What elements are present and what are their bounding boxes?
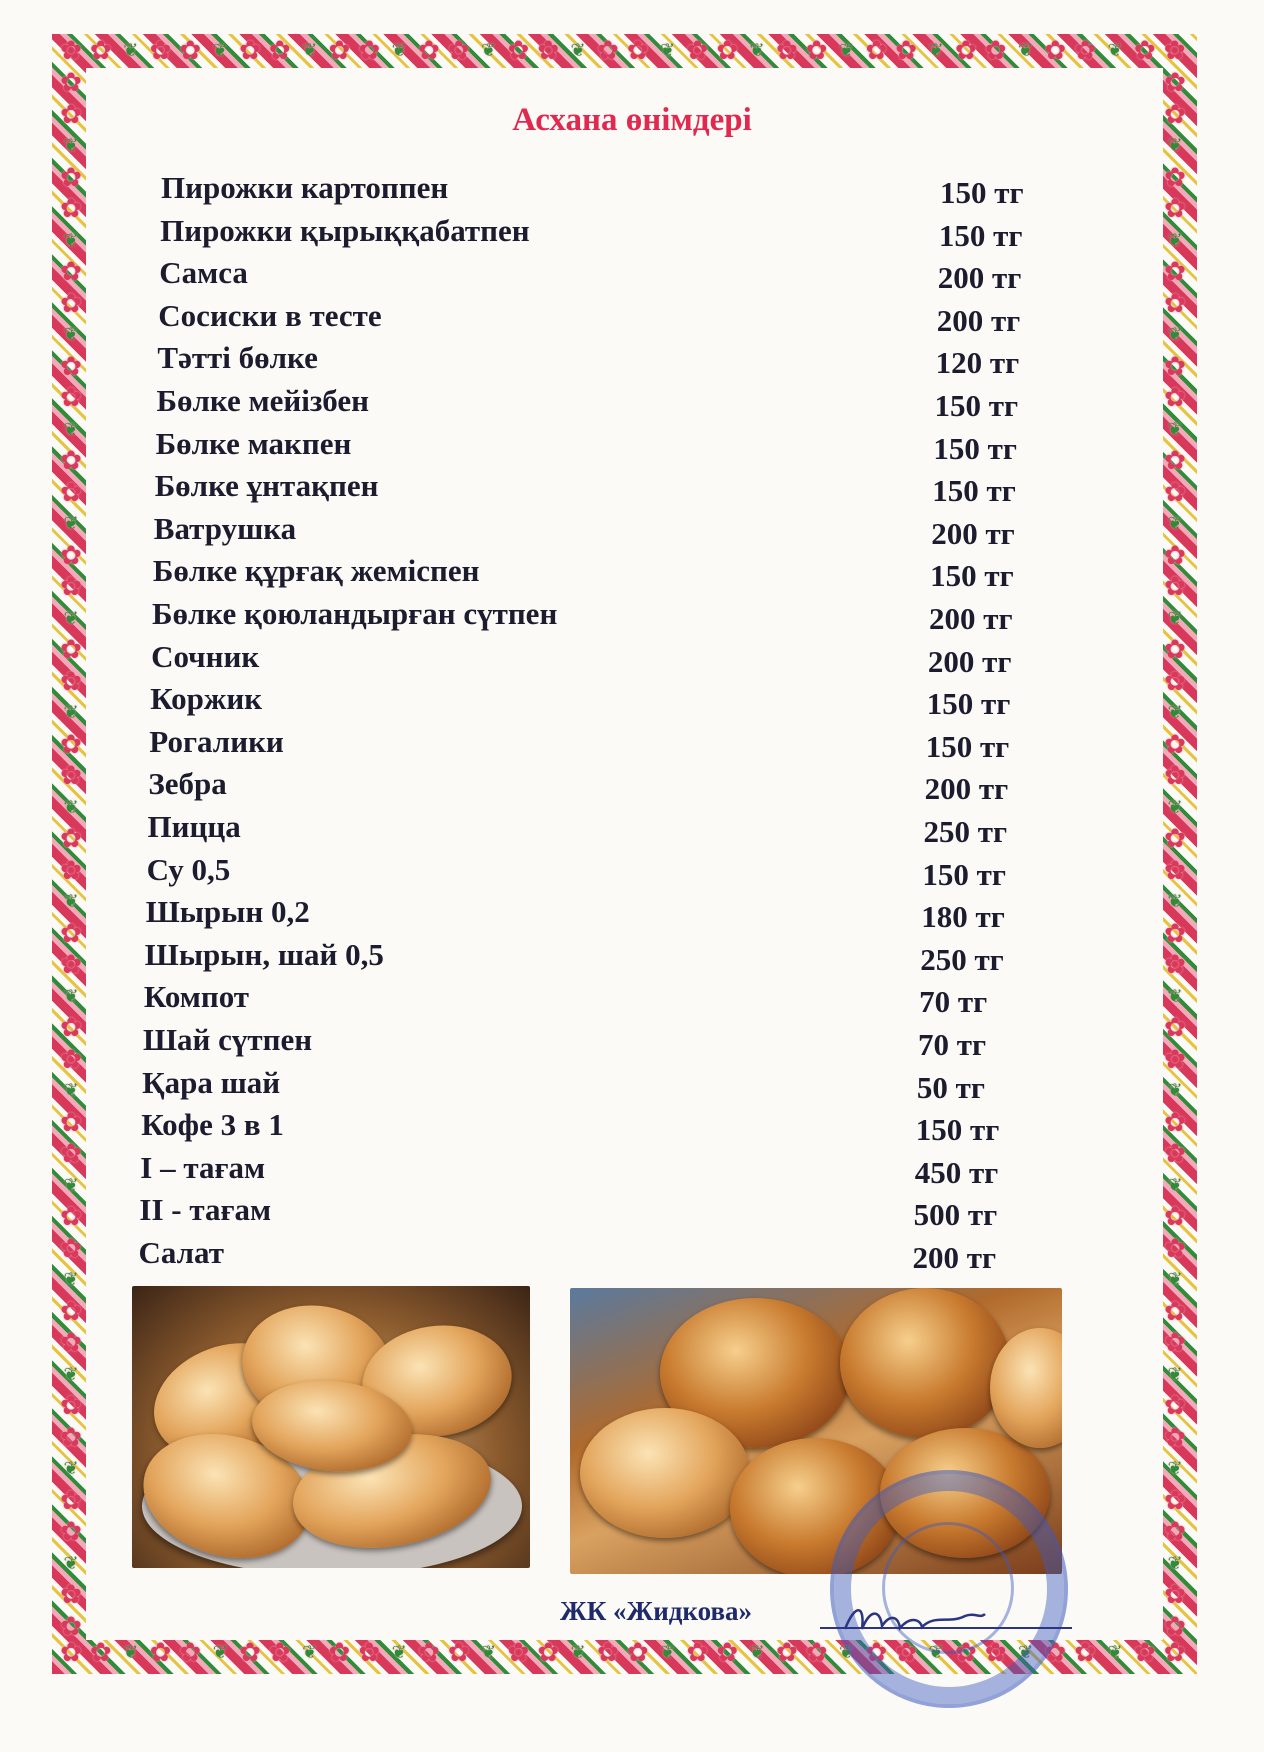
flower-icon: ❦ xyxy=(1167,324,1183,345)
flower-icon: ✿ xyxy=(60,572,82,602)
flower-icon: ❦ xyxy=(1107,1642,1123,1663)
flower-icon: ✿ xyxy=(60,477,82,508)
menu-item-name: Шырын 0,2 xyxy=(145,894,310,930)
menu-item-name: Пирожки қырыққабатпен xyxy=(160,212,530,248)
flower-icon: ❦ xyxy=(481,1642,497,1663)
menu-item-price: 250 тг xyxy=(920,941,1004,977)
flower-icon: ✿ xyxy=(60,36,82,66)
flower-icon: ❦ xyxy=(302,40,318,61)
flower-icon: ✿ xyxy=(537,1638,560,1668)
menu-title: Асхана өнімдері xyxy=(512,102,752,138)
flower-icon: ✿ xyxy=(597,36,619,66)
menu-item-name: Бөлке макпен xyxy=(155,425,352,461)
flower-icon: ✿ xyxy=(60,855,82,886)
flower-icon: ✿ xyxy=(1164,446,1186,476)
menu-item-name: Тәтті бөлке xyxy=(157,340,318,376)
flower-icon: ✿ xyxy=(60,383,82,413)
flower-icon: ✿ xyxy=(1164,1422,1186,1453)
flower-icon: ✿ xyxy=(268,36,291,66)
menu-item-price: 200 тг xyxy=(929,601,1013,636)
flower-icon: ✿ xyxy=(60,1391,82,1421)
flower-icon: ✿ xyxy=(60,1328,82,1358)
flower-icon: ❦ xyxy=(63,229,79,251)
menu-item-price: 200 тг xyxy=(924,771,1009,807)
menu-item-name: Ватрушка xyxy=(153,510,297,546)
flower-icon: ❦ xyxy=(1167,985,1183,1007)
menu-item-price: 120 тг xyxy=(935,345,1020,381)
flower-icon: ❦ xyxy=(63,418,79,440)
flower-icon: ✿ xyxy=(60,162,82,193)
menu-item-price: 200 тг xyxy=(931,515,1015,551)
menu-item-name: Шырын, шай 0,5 xyxy=(144,936,384,972)
flower-icon: ✿ xyxy=(60,257,82,287)
flower-icon: ✿ xyxy=(60,446,82,476)
flower-icon: ❦ xyxy=(63,985,79,1007)
flower-icon: ✿ xyxy=(984,36,1007,66)
official-stamp xyxy=(830,1470,1068,1708)
flower-icon: ✿ xyxy=(716,1638,739,1668)
flower-icon: ✿ xyxy=(328,36,351,66)
flower-icon: ❦ xyxy=(63,1080,79,1101)
flower-icon: ✿ xyxy=(60,1638,82,1668)
menu-item-price: 150 тг xyxy=(940,175,1024,210)
flower-icon: ✿ xyxy=(60,351,82,382)
flower-icon: ✿ xyxy=(1164,1391,1186,1421)
flower-icon: ✿ xyxy=(149,36,172,66)
flower-icon: ❦ xyxy=(660,40,676,61)
flower-icon: ✿ xyxy=(1133,36,1156,66)
flower-icon: ✿ xyxy=(89,1638,112,1668)
flower-icon: ❦ xyxy=(63,702,79,723)
flower-icon: ✿ xyxy=(418,1638,440,1668)
flower-icon: ❦ xyxy=(1167,513,1183,534)
flower-icon: ✿ xyxy=(60,824,82,854)
flower-icon: ✿ xyxy=(626,36,649,66)
flower-icon: ❦ xyxy=(123,1642,139,1663)
flower-icon: ❦ xyxy=(1017,40,1034,61)
flower-icon: ✿ xyxy=(805,36,828,66)
flower-icon: ❦ xyxy=(63,1174,79,1196)
menu-item-name: Пирожки картоппен xyxy=(161,170,449,205)
flower-icon: ❦ xyxy=(1167,607,1183,629)
flower-icon: ✿ xyxy=(1164,1580,1186,1610)
flower-icon: ❦ xyxy=(212,40,228,61)
menu-item-price: 50 тг xyxy=(916,1069,985,1105)
menu-item-price: 150 тг xyxy=(930,558,1014,594)
flower-icon: ❦ xyxy=(749,1642,765,1663)
flower-icon: ❦ xyxy=(63,324,79,345)
flower-icon: ✿ xyxy=(60,68,82,98)
flower-icon: ❦ xyxy=(570,40,586,61)
flower-icon: ✿ xyxy=(179,1638,202,1668)
flower-icon: ✿ xyxy=(1164,824,1186,854)
flower-icon: ✿ xyxy=(358,1638,381,1668)
flower-icon: ✿ xyxy=(1164,99,1186,130)
flower-icon: ✿ xyxy=(1164,1202,1186,1232)
menu-item-price: 150 тг xyxy=(915,1112,1000,1148)
flower-icon: ✿ xyxy=(60,288,82,319)
menu-item-price: 70 тг xyxy=(918,1027,987,1062)
flower-icon: ✿ xyxy=(268,1638,291,1668)
flower-icon: ✿ xyxy=(60,918,82,949)
flower-icon: ✿ xyxy=(179,36,202,66)
flower-icon: ❦ xyxy=(1167,1080,1183,1101)
menu-item-price: 200 тг xyxy=(927,643,1012,679)
flower-icon: ✿ xyxy=(775,1638,798,1668)
flower-icon: ❦ xyxy=(1167,135,1183,156)
flower-icon: ❦ xyxy=(1167,418,1183,440)
flower-icon: ✿ xyxy=(1164,68,1186,98)
flower-icon: ✿ xyxy=(1163,36,1186,66)
menu-item-name: ІІ - тағам xyxy=(139,1192,272,1228)
flower-icon: ❦ xyxy=(570,1642,586,1663)
flower-icon: ✿ xyxy=(1164,761,1186,791)
flower-icon: ❦ xyxy=(1167,891,1183,912)
flower-icon: ✿ xyxy=(60,194,82,224)
flower-icon: ✿ xyxy=(1164,1485,1186,1516)
menu-item-name: Су 0,5 xyxy=(146,851,231,887)
flower-icon: ❦ xyxy=(1167,1174,1183,1196)
menu-item-name: Бөлке мейізбен xyxy=(156,383,370,418)
flower-icon: ✿ xyxy=(60,950,82,980)
flower-icon: ✿ xyxy=(149,1638,172,1668)
flower-icon: ✿ xyxy=(239,36,261,66)
flower-icon: ❦ xyxy=(838,40,855,61)
menu-item-price: 150 тг xyxy=(922,856,1006,892)
flower-icon: ✿ xyxy=(447,36,470,66)
flower-icon: ✿ xyxy=(60,99,82,130)
flower-icon: ✿ xyxy=(1164,950,1186,980)
flower-icon: ✿ xyxy=(447,1638,470,1668)
menu-item-price: 250 тг xyxy=(923,814,1008,849)
flower-icon: ✿ xyxy=(1044,1638,1067,1668)
menu-item-name: Сосиски в тесте xyxy=(158,297,382,333)
flower-icon: ✿ xyxy=(537,36,560,66)
flower-icon: ❦ xyxy=(749,40,765,61)
flower-icon: ✿ xyxy=(865,36,888,66)
flower-icon: ✿ xyxy=(716,36,739,66)
menu-item-price: 180 тг xyxy=(921,899,1005,935)
flower-icon: ✿ xyxy=(60,1139,82,1169)
flower-icon: ✿ xyxy=(239,1638,261,1668)
flower-icon: ✿ xyxy=(60,1107,82,1138)
menu-item-price: 150 тг xyxy=(934,388,1019,423)
flower-icon: ✿ xyxy=(597,1638,619,1668)
menu-item-price: 450 тг xyxy=(914,1154,999,1190)
flower-icon: ✿ xyxy=(1164,1233,1186,1264)
flower-icon: ❦ xyxy=(391,1642,407,1663)
flower-icon: ❦ xyxy=(63,1552,79,1574)
flower-icon: ❦ xyxy=(1167,1458,1183,1479)
flower-icon: ❦ xyxy=(1167,1269,1183,1290)
flower-icon: ✿ xyxy=(60,1580,82,1610)
menu-item-price: 500 тг xyxy=(913,1197,998,1233)
flower-icon: ✿ xyxy=(1164,666,1186,697)
flower-icon: ❦ xyxy=(1167,1363,1183,1385)
flower-icon: ❦ xyxy=(302,1642,318,1663)
flower-icon: ❦ xyxy=(63,607,79,629)
flower-icon: ✿ xyxy=(954,36,977,66)
menu-item-price: 150 тг xyxy=(932,473,1016,509)
flower-icon: ✿ xyxy=(954,1638,977,1668)
flower-icon: ✿ xyxy=(60,1485,82,1516)
flower-icon: ✿ xyxy=(1164,1013,1186,1043)
flower-icon: ✿ xyxy=(507,36,530,66)
menu-item-name: Рогалики xyxy=(149,723,284,759)
floral-border-right xyxy=(1162,70,1188,1640)
menu-item-name: Зебра xyxy=(148,766,227,802)
flower-icon: ✿ xyxy=(626,1638,649,1668)
floral-border-left xyxy=(58,70,84,1640)
flower-icon: ✿ xyxy=(507,1638,530,1668)
flower-icon: ✿ xyxy=(60,1202,82,1232)
flower-icon: ✿ xyxy=(1164,1611,1186,1642)
pirozhki-photo xyxy=(132,1286,530,1568)
flower-icon: ❦ xyxy=(1107,40,1123,61)
flower-icon: ✿ xyxy=(60,1296,82,1327)
flower-icon: ✿ xyxy=(1164,729,1186,760)
signature xyxy=(840,1594,990,1644)
flower-icon: ✿ xyxy=(358,36,381,66)
flower-icon: ✿ xyxy=(60,761,82,791)
menu-item-name: Шай сүтпен xyxy=(143,1022,313,1057)
flower-icon: ✿ xyxy=(1164,257,1186,287)
flower-icon: ✿ xyxy=(60,1422,82,1453)
flower-icon: ✿ xyxy=(805,1638,828,1668)
flower-icon: ❦ xyxy=(1017,1642,1034,1663)
flower-icon: ✿ xyxy=(60,1044,82,1075)
flower-icon: ✿ xyxy=(1164,1139,1186,1169)
flower-icon: ✿ xyxy=(1164,162,1186,193)
floral-border-top xyxy=(58,38,1188,64)
flower-icon: ✿ xyxy=(1133,1638,1156,1668)
flower-icon: ✿ xyxy=(1164,1107,1186,1138)
flower-icon: ✿ xyxy=(895,36,918,66)
flower-icon: ✿ xyxy=(686,36,709,66)
flower-icon: ✿ xyxy=(1164,540,1186,571)
flower-icon: ✿ xyxy=(60,729,82,760)
flower-icon: ❦ xyxy=(63,1363,79,1385)
flower-icon: ✿ xyxy=(895,1638,918,1668)
menu-item-price: 150 тг xyxy=(926,686,1011,722)
flower-icon: ❦ xyxy=(838,1642,855,1663)
flower-icon: ✿ xyxy=(1164,1517,1186,1547)
flower-icon: ✿ xyxy=(1164,855,1186,886)
flower-icon: ✿ xyxy=(1164,1044,1186,1075)
menu-item-name: Пицца xyxy=(147,809,241,844)
flower-icon: ❦ xyxy=(1167,229,1183,251)
flower-icon: ❦ xyxy=(481,40,497,61)
menu-item-name: Бөлке ұнтақпен xyxy=(154,468,379,504)
flower-icon: ❦ xyxy=(928,1642,944,1663)
flower-icon: ❦ xyxy=(391,40,407,61)
menu-item-price: 150 тг xyxy=(933,430,1017,466)
flower-icon: ✿ xyxy=(686,1638,709,1668)
menu-item-price: 200 тг xyxy=(936,302,1021,338)
menu-item-name: Компот xyxy=(143,979,250,1015)
flower-icon: ❦ xyxy=(660,1642,676,1663)
flower-icon: ✿ xyxy=(1164,572,1186,602)
flower-icon: ❦ xyxy=(63,135,79,156)
flower-icon: ✿ xyxy=(60,666,82,697)
flower-icon: ❦ xyxy=(63,1458,79,1479)
flower-icon: ✿ xyxy=(418,36,440,66)
flower-icon: ❦ xyxy=(63,796,79,818)
menu-item-name: Самса xyxy=(159,255,248,291)
flower-icon: ❦ xyxy=(63,891,79,912)
flower-icon: ❦ xyxy=(928,40,944,61)
flower-icon: ✿ xyxy=(1074,36,1097,66)
owner-name: ЖК «Жидкова» xyxy=(560,1596,753,1626)
flower-icon: ✿ xyxy=(1164,288,1186,319)
flower-icon: ✿ xyxy=(984,1638,1007,1668)
flower-icon: ❦ xyxy=(212,1642,228,1663)
flower-icon: ✿ xyxy=(1164,1296,1186,1327)
flower-icon: ✿ xyxy=(775,36,798,66)
flower-icon: ✿ xyxy=(1074,1638,1097,1668)
flower-icon: ✿ xyxy=(1164,351,1186,382)
flower-icon: ❦ xyxy=(1167,702,1183,723)
menu-item-name: І – тағам xyxy=(140,1149,266,1185)
flower-icon: ✿ xyxy=(1164,635,1186,665)
menu-item-price: 200 тг xyxy=(912,1240,997,1275)
flower-icon: ❦ xyxy=(63,513,79,534)
flower-icon: ✿ xyxy=(60,1517,82,1547)
flower-icon: ✿ xyxy=(60,1013,82,1043)
flower-icon: ✿ xyxy=(1164,1328,1186,1358)
flower-icon: ✿ xyxy=(1044,36,1067,66)
menu-item-name: Қара шай xyxy=(142,1064,281,1100)
flower-icon: ✿ xyxy=(328,1638,351,1668)
menu-item-price: 70 тг xyxy=(919,984,988,1020)
flower-icon: ✿ xyxy=(60,635,82,665)
flower-icon: ✿ xyxy=(1164,383,1186,413)
flower-icon: ✿ xyxy=(60,1233,82,1264)
flower-icon: ❦ xyxy=(63,1269,79,1290)
flower-icon: ✿ xyxy=(60,540,82,571)
flower-icon: ✿ xyxy=(60,1611,82,1642)
flower-icon: ❦ xyxy=(1167,796,1183,818)
menu-item-name: Кофе 3 в 1 xyxy=(141,1107,284,1143)
flower-icon: ✿ xyxy=(1164,477,1186,508)
flower-icon: ❦ xyxy=(1167,1552,1183,1574)
menu-item-name: Коржик xyxy=(150,681,263,717)
menu-item-name: Бөлке құрғақ жеміспен xyxy=(152,553,480,589)
menu-item-price: 150 тг xyxy=(938,217,1023,253)
flower-icon: ✿ xyxy=(89,36,112,66)
flower-icon: ✿ xyxy=(1164,918,1186,949)
menu-item-name: Салат xyxy=(138,1235,224,1270)
flower-icon: ✿ xyxy=(1164,194,1186,224)
menu-item-name: Сочник xyxy=(151,638,260,674)
menu-item-name: Бөлке қоюландырған сүтпен xyxy=(152,596,558,631)
menu-item-price: 150 тг xyxy=(925,728,1010,764)
menu-item-price: 200 тг xyxy=(937,260,1022,296)
flower-icon: ✿ xyxy=(865,1638,888,1668)
flower-icon: ❦ xyxy=(123,40,139,61)
flower-icon: ✿ xyxy=(1163,1638,1186,1668)
